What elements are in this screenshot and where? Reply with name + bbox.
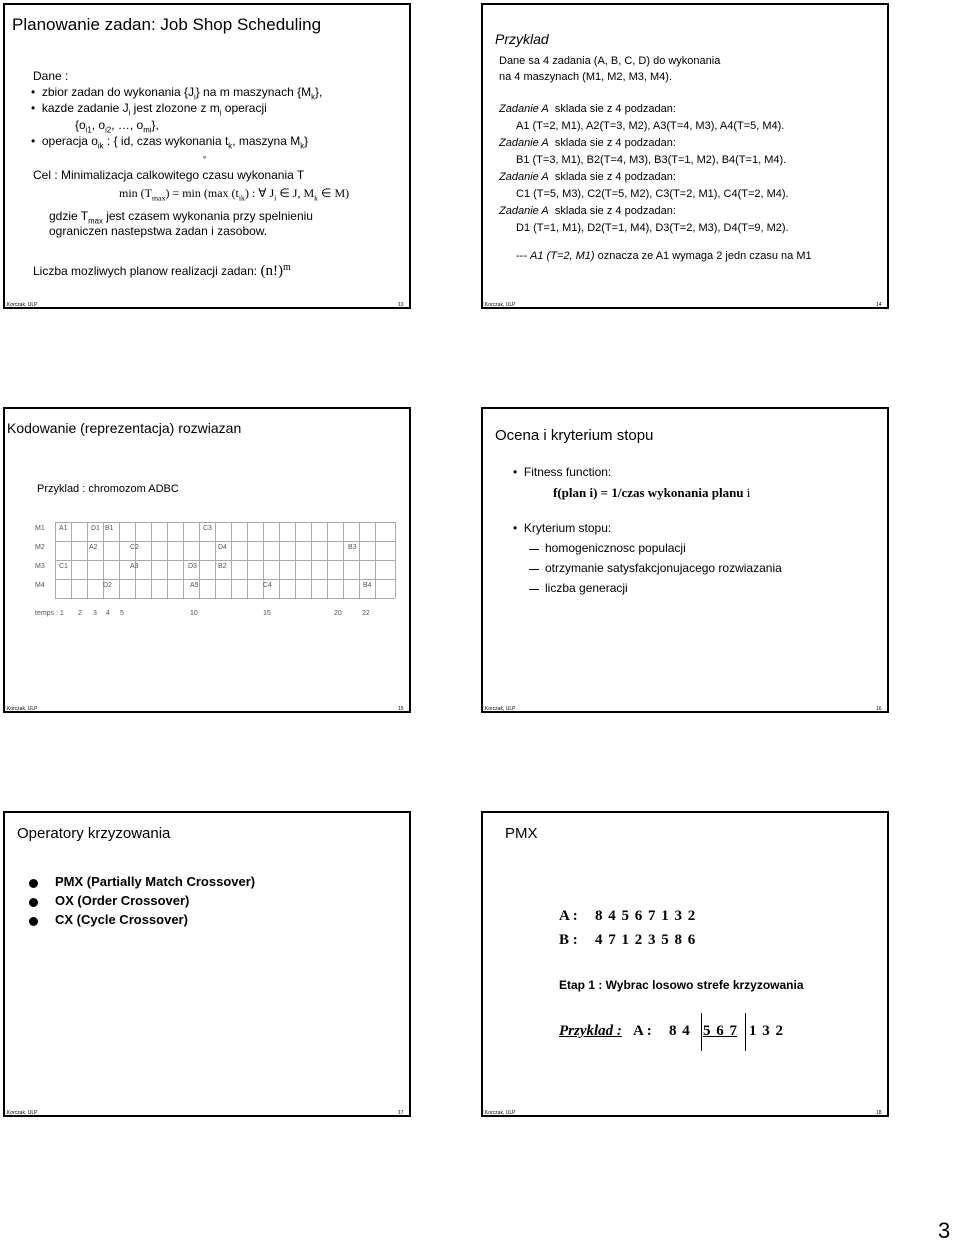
task-block-2-ops: B1 (T=3, M1), B2(T=4, M3), B3(T=1, M2), B4(T=1, M4). — [516, 154, 787, 166]
footer-slide-number: 16 — [876, 706, 882, 712]
gantt-grid-col — [231, 522, 232, 598]
parent-b-label: B : — [559, 932, 578, 948]
step-1: Etap 1 : Wybrac losowo strefe krzyzowania — [559, 978, 804, 992]
parent-a-sequence: 8 4 5 6 7 1 3 2 — [595, 908, 696, 924]
sub-dash — [529, 589, 539, 590]
slide-18 — [481, 811, 889, 1117]
footer-author: J.Korczak, ULP — [3, 1110, 38, 1116]
gantt-grid-col — [87, 522, 88, 598]
footer-slide-number: 17 — [398, 1110, 404, 1116]
footer-slide-number: 18 — [876, 1110, 882, 1116]
slide-title: Ocena i kryterium stopu — [495, 427, 654, 444]
slide-title: PMX — [505, 825, 538, 842]
gantt-grid-col — [343, 522, 344, 598]
notation-note: --- A1 (T=2, M1) oznacza ze A1 wymaga 2 jedn czasu na M1 — [516, 250, 812, 262]
slide-title: Przyklad — [495, 31, 549, 47]
task-block-1-ops: A1 (T=2, M1), A2(T=3, M2), A3(T=4, M3), A4(T=5, M4). — [516, 120, 785, 132]
gantt-grid-col — [375, 522, 376, 598]
gantt-grid-line — [55, 598, 395, 599]
task-block-1-header: Zadanie A sklada sie z 4 podzadan: — [499, 103, 676, 115]
time-tick: 5 — [120, 610, 124, 617]
gantt-cell: A1 — [59, 525, 68, 532]
slide-title: Kodowanie (reprezentacja) rozwiazan — [7, 420, 242, 436]
gantt-grid-col — [311, 522, 312, 598]
gantt-cell: C1 — [59, 563, 68, 570]
gantt-cell: C3 — [203, 525, 212, 532]
gantt-cell: B2 — [218, 563, 227, 570]
machine-label: M3 — [35, 563, 45, 570]
task-block-4-header: Zadanie A sklada sie z 4 podzadan: — [499, 205, 676, 217]
intro-line-2: na 4 maszynach (M1, M2, M3, M4). — [499, 71, 672, 83]
small-mark: « — [203, 155, 207, 161]
stop-criterion: homogenicznosc populacji — [545, 541, 686, 555]
operator-item: PMX (Partially Match Crossover) — [55, 874, 256, 889]
gantt-grid-col — [135, 522, 136, 598]
stop-criterion: otrzymanie satysfakcjonujacego rozwiazania — [545, 561, 782, 575]
time-tick: 2 — [78, 610, 82, 617]
dane-label: Dane : — [33, 69, 69, 83]
time-tick: 15 — [263, 610, 271, 617]
stop-criterion: liczba generacji — [545, 581, 628, 595]
slide-17 — [3, 811, 411, 1117]
parent-a-label: A : — [559, 908, 578, 924]
bullet-3: • operacja $o_{ik}$ : { id, czas wykonania $t_k$, maszyna $M_k$} — [31, 134, 309, 151]
time-tick: 20 — [334, 610, 342, 617]
gantt-grid-col — [151, 522, 152, 598]
gantt-cell: B1 — [105, 525, 114, 532]
bullet-stop: • Kryterium stopu: — [513, 521, 612, 535]
example-a-label: A : — [633, 1023, 652, 1039]
gantt-cell: C2 — [130, 544, 139, 551]
gantt-grid-line — [55, 579, 395, 580]
intro-line-1: Dane sa 4 zadania (A, B, C, D) do wykonania — [499, 55, 721, 67]
time-tick: 22 — [362, 610, 370, 617]
example-suffix: 1 3 2 — [749, 1023, 783, 1039]
gantt-grid-col — [167, 522, 168, 598]
gantt-cell: C4 — [263, 582, 272, 589]
gantt-cell: D1 — [91, 525, 100, 532]
footer-author: J.Korczak, ULP — [3, 706, 38, 712]
example-crossover-zone: 5 6 7 — [703, 1023, 737, 1039]
gantt-cell: B4 — [363, 582, 372, 589]
gantt-grid-col — [395, 522, 396, 598]
gantt-grid-col — [215, 522, 216, 598]
slide-16 — [481, 407, 889, 713]
slide-14 — [481, 3, 889, 309]
footer-slide-number: 14 — [876, 302, 882, 308]
machine-label: M2 — [35, 544, 45, 551]
gantt-cell: B3 — [348, 544, 357, 551]
example-label: Przyklad : — [559, 1023, 622, 1039]
slide-13 — [3, 3, 411, 309]
gantt-grid-col — [71, 522, 72, 598]
gantt-grid-col — [119, 522, 120, 598]
time-tick: 10 — [190, 610, 198, 617]
gantt-cell: D3 — [188, 563, 197, 570]
time-tick: 3 — [93, 610, 97, 617]
crossover-boundary-left — [701, 1013, 702, 1051]
gantt-cell: D2 — [103, 582, 112, 589]
slide-15 — [3, 407, 411, 713]
parent-b-sequence: 4 7 1 2 3 5 8 6 — [595, 932, 696, 948]
cel-line: Cel : Minimalizacja calkowitego czasu wykonania T — [33, 168, 305, 182]
footer-author: J.Korczak, ULP — [481, 302, 516, 308]
gantt-grid-col — [199, 522, 200, 598]
formula-min: $\min (T_{max}) = \min (\max$ $(t_{ik})$ : ∀ $J_i$ ∈ J, $M_k$ ∈ M) — [119, 186, 350, 203]
gantt-chart — [5, 409, 409, 711]
footer-author: J.Korczak, ULP — [3, 302, 38, 308]
time-tick: 4 — [106, 610, 110, 617]
time-axis-label: temps : 1 — [35, 610, 64, 617]
operator-item: OX (Order Crossover) — [55, 893, 190, 908]
gantt-cell: A5 — [190, 582, 199, 589]
gantt-grid-col — [327, 522, 328, 598]
gantt-cell: D4 — [218, 544, 227, 551]
example-prefix: 8 4 — [669, 1023, 690, 1039]
footer-author: J.Korczak, ULP — [481, 1110, 516, 1116]
gantt-cell: A3 — [130, 563, 139, 570]
bullet-icon — [29, 917, 38, 926]
operations-set: {$o_{i1}$, $o_{i2}$, …, $o_{mi}$}, — [75, 118, 159, 135]
operator-item: CX (Cycle Crossover) — [55, 912, 188, 927]
sub-dash — [529, 569, 539, 570]
chromosome-example: Przyklad : chromozom ADBC — [37, 483, 179, 495]
machine-label: M4 — [35, 582, 45, 589]
bullet-icon — [29, 879, 38, 888]
bullet-icon — [29, 898, 38, 907]
slide-title: Planowanie zadan: Job Shop Scheduling — [12, 15, 322, 34]
slide-title: Operatory krzyzowania — [17, 825, 171, 842]
machine-label: M1 — [35, 525, 45, 532]
footer-slide-number: 15 — [398, 706, 404, 712]
task-block-3-ops: C1 (T=5, M3), C2(T=5, M2), C3(T=2, M1), C4(T=2, M4). — [516, 188, 789, 200]
gantt-grid-line — [55, 541, 395, 542]
task-block-2-header: Zadanie A sklada sie z 4 podzadan: — [499, 137, 676, 149]
gantt-grid-col — [359, 522, 360, 598]
gantt-grid-col — [295, 522, 296, 598]
bullet-fitness: • Fitness function: — [513, 465, 612, 479]
gantt-cell: A2 — [89, 544, 98, 551]
bullet-1: • zbior zadan do wykonania $\{J_i\}$ na m maszynach $\{M_k\}$, — [31, 85, 323, 102]
sub-dash — [529, 549, 539, 550]
gantt-grid-col — [183, 522, 184, 598]
gantt-grid-col — [279, 522, 280, 598]
task-block-4-ops: D1 (T=1, M1), D2(T=1, M4), D3(T=2, M3), D4(T=9, M2). — [516, 222, 789, 234]
page-number: 3 — [938, 1218, 951, 1243]
bullet-2: • kazde zadanie $J_i$ jest zlozone z $m_i$ operacji — [31, 101, 267, 118]
gantt-grid-line — [55, 522, 395, 523]
ograniczen-line: ograniczen nastepstwa zadan i zasobow. — [49, 224, 268, 238]
gantt-grid-col — [55, 522, 56, 598]
footer-slide-number: 13 — [398, 302, 404, 308]
gantt-grid-line — [55, 560, 395, 561]
fitness-formula: f(plan i) = 1/czas wykonania planu i — [553, 485, 751, 500]
gantt-grid-col — [247, 522, 248, 598]
crossover-boundary-right — [745, 1013, 746, 1051]
task-block-3-header: Zadanie A sklada sie z 4 podzadan: — [499, 171, 676, 183]
footer-author: J.Korczak, ULP — [481, 706, 516, 712]
gdzie-line: gdzie $T_{max}$ jest czasem wykonania przy spelnieniu — [49, 209, 313, 226]
liczba-line: Liczba mozliwych planow realizacji zadan: $(n!)^m$ — [33, 262, 291, 279]
